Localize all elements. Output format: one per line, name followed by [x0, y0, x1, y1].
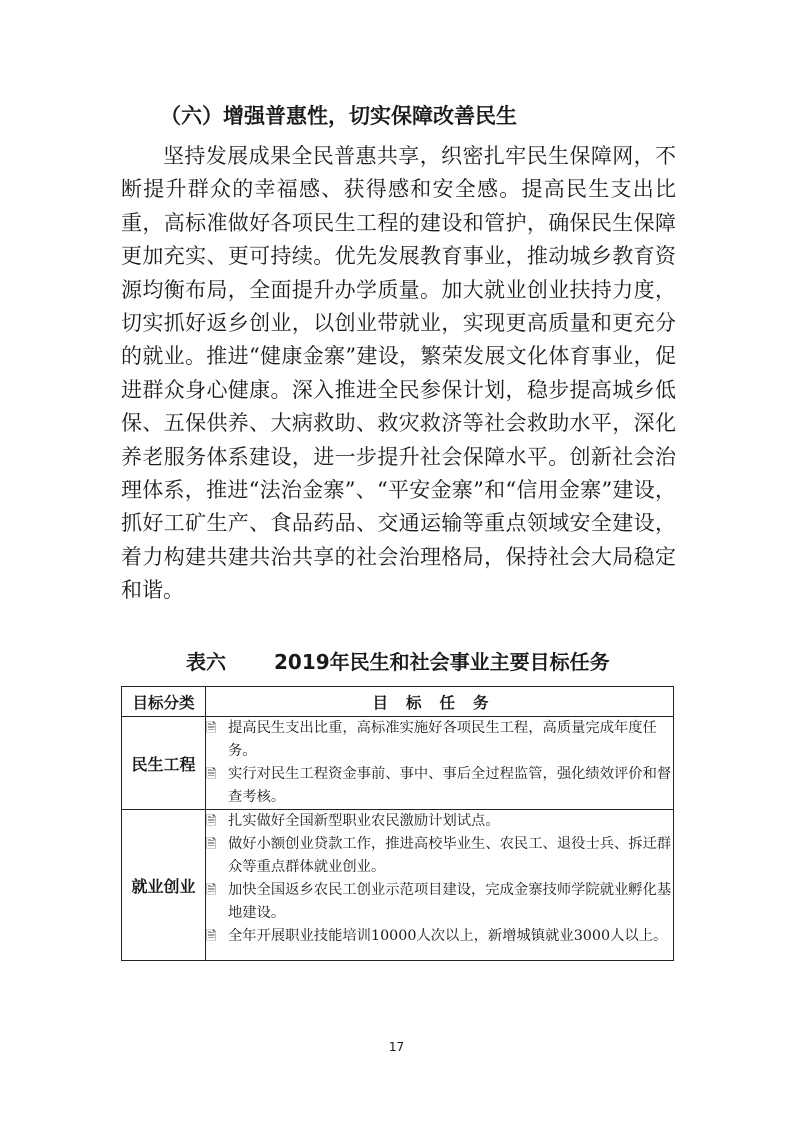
table-caption-title: 2019年民生和社会事业主要目标任务 — [274, 650, 610, 674]
page-number: 17 — [388, 1040, 405, 1054]
document-icon: 🗎 — [206, 929, 217, 944]
list-item — [206, 879, 673, 925]
table-caption-label: 表六 — [186, 650, 226, 674]
task-cell — [206, 717, 674, 810]
targets-table — [121, 686, 674, 961]
category-cell: 民生工程 — [122, 717, 206, 810]
header-tasks: 目标任务 — [206, 687, 674, 717]
header-category: 目标分类 — [122, 687, 206, 717]
document-icon: 🗎 — [206, 837, 217, 852]
body-paragraph: 坚持发展成果全民普惠共享，织密扎牢民生保障网，不断提升群众的幸福感、获得感和安全感。提高民生支出比重，高标准做好各项民生工程的建设和管护，确保民生保障更加充实、更可持续。优先发展教育事业，推动城乡教育资源均衡布局，全面提升办学质量。加大就业创业扶持力度，切实抓好返乡创业，以创业带就业，实现更高质量和更充分的就业。推进“健康金寨”建设，繁荣发展文化体育事业，促进群众身心健康。深入推进全民参保计划，稳步提高城乡低保、五保供养、大病救助、救灾救济等社会救助水平，深化养老服务体系建设，进一步提升社会保障水平。创新社会治理体系，推进“法治金寨”、“平安金寨”和“信用金寨”建设，抓好工矿生产、食品药品、交通运输等重点领域安全建设，着力构建共建共治共享的社会治理格局，保持社会大局稳定和谐。 — [121, 144, 676, 603]
task-text: 全年开展职业技能培训10000人次以上，新增城镇就业3000人以上。 — [228, 928, 668, 944]
document-icon: 🗎 — [206, 814, 217, 829]
task-text: 实行对民生工程资金事前、事中、事后全过程监管，强化绩效评价和督查考核。 — [228, 766, 672, 805]
list-item — [206, 810, 673, 833]
task-text: 做好小额创业贷款工作，推进高校毕业生、农民工、退役士兵、拆迁群众等重点群体就业创业。 — [228, 836, 672, 875]
list-item — [206, 763, 673, 809]
table-row — [122, 810, 674, 961]
document-icon: 🗎 — [206, 721, 217, 736]
task-cell — [206, 810, 674, 961]
table-row — [122, 717, 674, 810]
task-text: 提高民生支出比重，高标准实施好各项民生工程，高质量完成年度任务。 — [228, 720, 657, 759]
table-header-row — [122, 687, 674, 717]
category-cell: 就业创业 — [122, 810, 206, 961]
table-caption — [186, 648, 610, 676]
section-heading: （六）增强普惠性，切实保障改善民生 — [160, 104, 517, 128]
document-icon: 🗎 — [206, 767, 217, 782]
list-item — [206, 717, 673, 763]
task-text: 加快全国返乡农民工创业示范项目建设，完成金寨技师学院就业孵化基地建设。 — [228, 882, 672, 921]
list-item — [206, 833, 673, 879]
document-icon: 🗎 — [206, 883, 217, 898]
task-text: 扎实做好全国新型职业农民激励计划试点。 — [228, 813, 500, 829]
list-item — [206, 925, 673, 948]
